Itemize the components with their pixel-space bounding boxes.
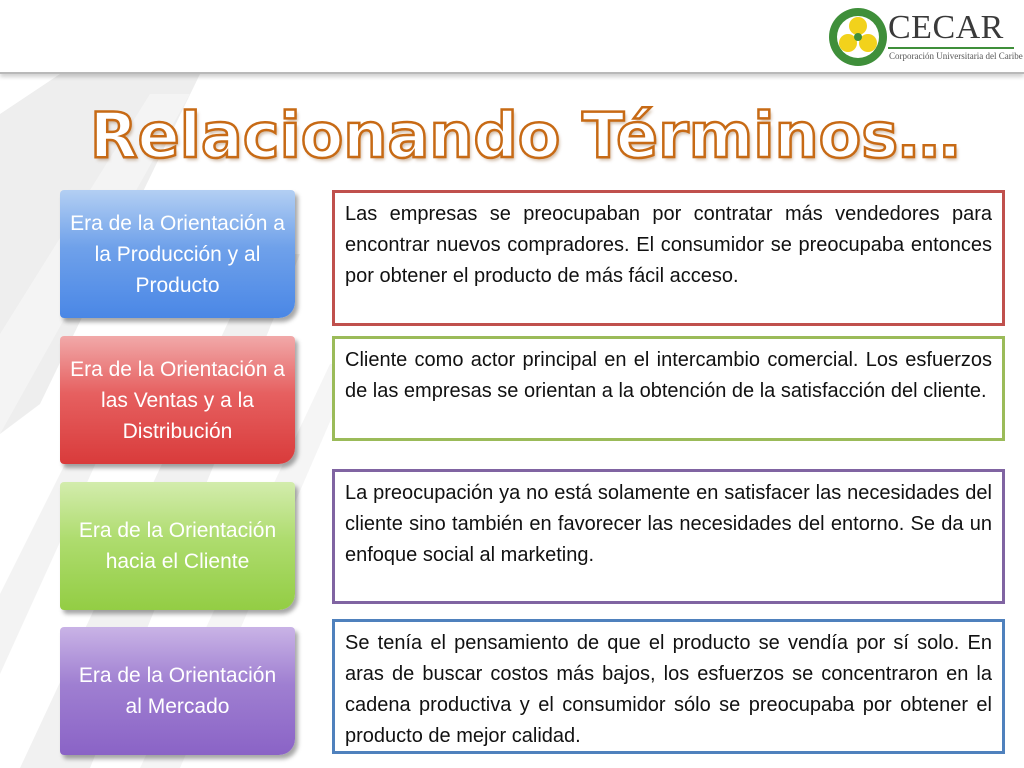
era-production-box	[60, 190, 295, 318]
cecar-logo	[828, 6, 1023, 68]
era-market-box	[60, 627, 295, 755]
description-text-4: Se tenía el pensamiento de que el producto se vendía por sí solo. En aras de buscar costos más bajos, los esfuerzos se concentraron en la cadena productiva y el consumidor sólo se preocupaba por obtener el producto de mejor calidad.	[345, 632, 992, 747]
description-text-3: La preocupación ya no está solamente en satisfacer las necesidades del cliente sino también en favorecer las necesidades del entorno. Se da un enfoque social al marketing.	[345, 482, 992, 566]
description-text-1: Las empresas se preocupaban por contratar más vendedores para encontrar nuevos compradores. El consumidor se preocupaba entonces por obtener el producto de más fácil acceso.	[345, 203, 992, 287]
description-box-2	[332, 336, 1005, 441]
description-box-1	[332, 190, 1005, 326]
era-market-label: Era de la Orientación al Mercado	[78, 664, 277, 718]
description-text-2: Cliente como actor principal en el intercambio comercial. Los esfuerzos de las empresas se orientan a la obtención de la satisfacción del cliente.	[345, 349, 992, 402]
header-bar	[0, 0, 1024, 74]
logo-emblem-icon	[828, 6, 888, 68]
logo-name: CECAR	[888, 9, 1004, 46]
logo-rule	[888, 47, 1014, 49]
era-customer-box	[60, 482, 295, 610]
era-production-label: Era de la Orientación a la Producción y al Producto	[70, 211, 285, 297]
slide-title: Relacionando Términos…	[89, 99, 961, 172]
description-box-4	[332, 619, 1005, 754]
logo-subtitle: Corporación Universitaria del Caribe	[889, 51, 1023, 61]
era-sales-box	[60, 336, 295, 464]
era-customer-label: Era de la Orientación hacia el Cliente	[78, 519, 277, 573]
era-sales-label: Era de la Orientación a las Ventas y a la Distribución	[70, 357, 285, 443]
description-box-3	[332, 469, 1005, 604]
